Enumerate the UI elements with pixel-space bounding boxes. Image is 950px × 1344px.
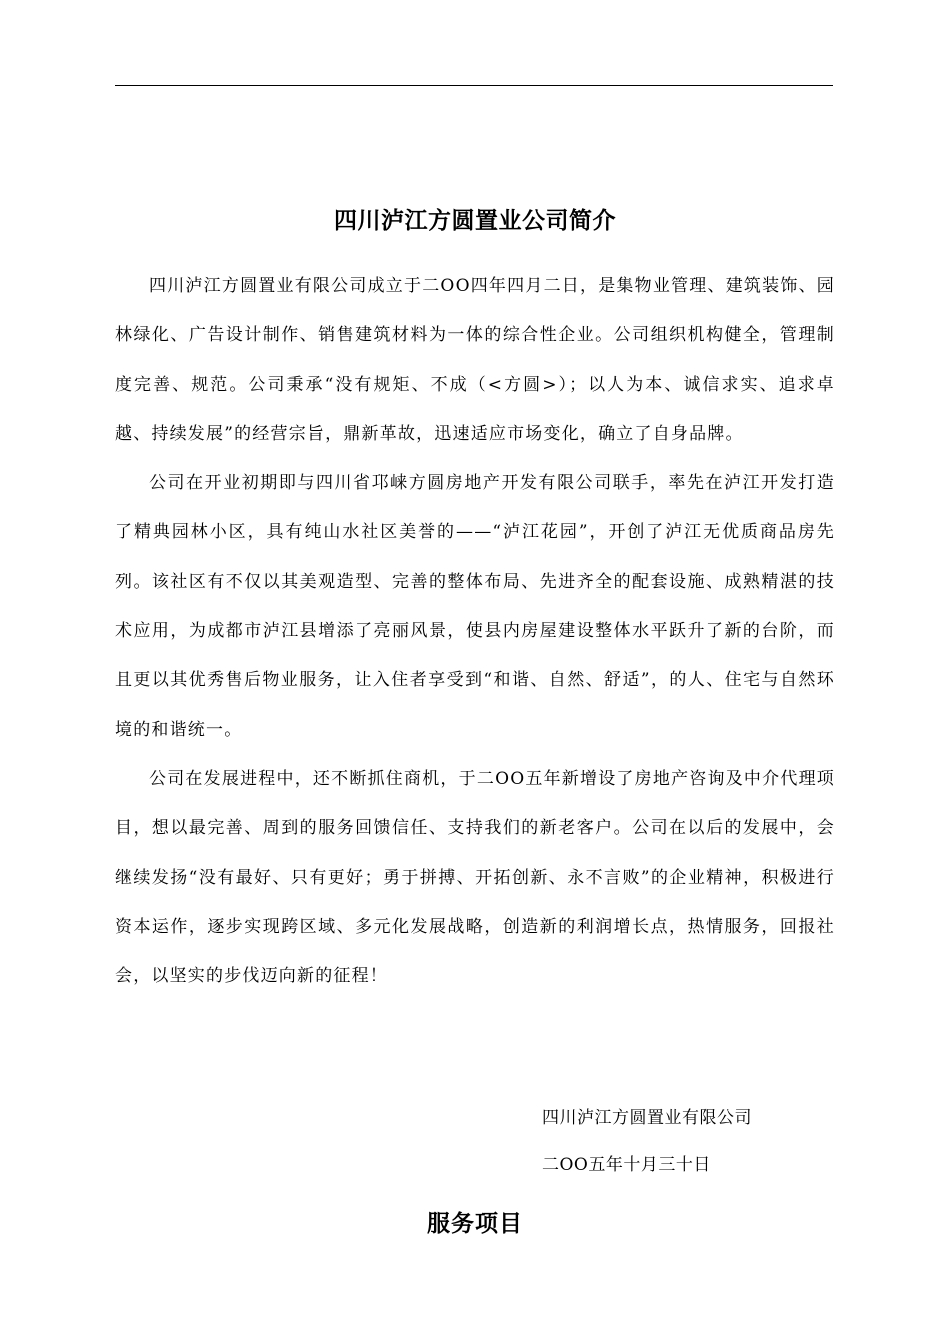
signature-date: 二OO五年十月三十日 (542, 1155, 711, 1175)
paragraph-development: 公司在开业初期即与四川省邛崃方圆房地产开发有限公司联手，率先在泸江开发打造了精典园林小区，具有纯山水社区美誉的——“泸江花园”，开创了泸江无优质商品房先列。该社区有不仅以其美观造型、完善的整体布局、先进齐全的配套设施、成熟精湛的技术应用，为成都市泸江县增添了亮丽风景，使县内房屋建设整体水平跃升了新的台阶，而且更以其优秀售后物业服务，让入住者享受到“和谐、自然、舒适”，的人、住宅与自然环境的和谐统一。 (115, 473, 835, 740)
signature-block (542, 1095, 752, 1189)
signature-company: 四川泸江方圆置业有限公司 (542, 1108, 752, 1128)
document-title: 四川泸江方圆置业公司简介 (334, 208, 616, 234)
section-title-services: 服务项目 (427, 1211, 523, 1237)
header-rule (115, 85, 833, 86)
document-body (115, 262, 835, 1001)
paragraph-outlook: 公司在发展进程中，还不断抓住商机，于二OO五年新增设了房地产咨询及中介代理项目，想以最完善、周到的服务回馈信任、支持我们的新老客户。公司在以后的发展中，会继续发扬“没有最好、只有更好；勇于拼搏、开拓创新、永不言败”的企业精神，积极进行资本运作，逐步实现跨区域、多元化发展战略，创造新的利润增长点，热情服务，回报社会，以坚实的步伐迈向新的征程！ (115, 768, 835, 987)
paragraph-intro: 四川泸江方圆置业有限公司成立于二OO四年四月二日，是集物业管理、建筑装饰、园林绿化、广告设计制作、销售建筑材料为一体的综合性企业。公司组织机构健全，管理制度完善、规范。公司秉承“没有规矩、不成（<方圆>）；以人为本、诚信求实、追求卓越、持续发展”的经营宗旨，鼎新革故，迅速适应市场变化，确立了自身品牌。 (115, 276, 835, 444)
